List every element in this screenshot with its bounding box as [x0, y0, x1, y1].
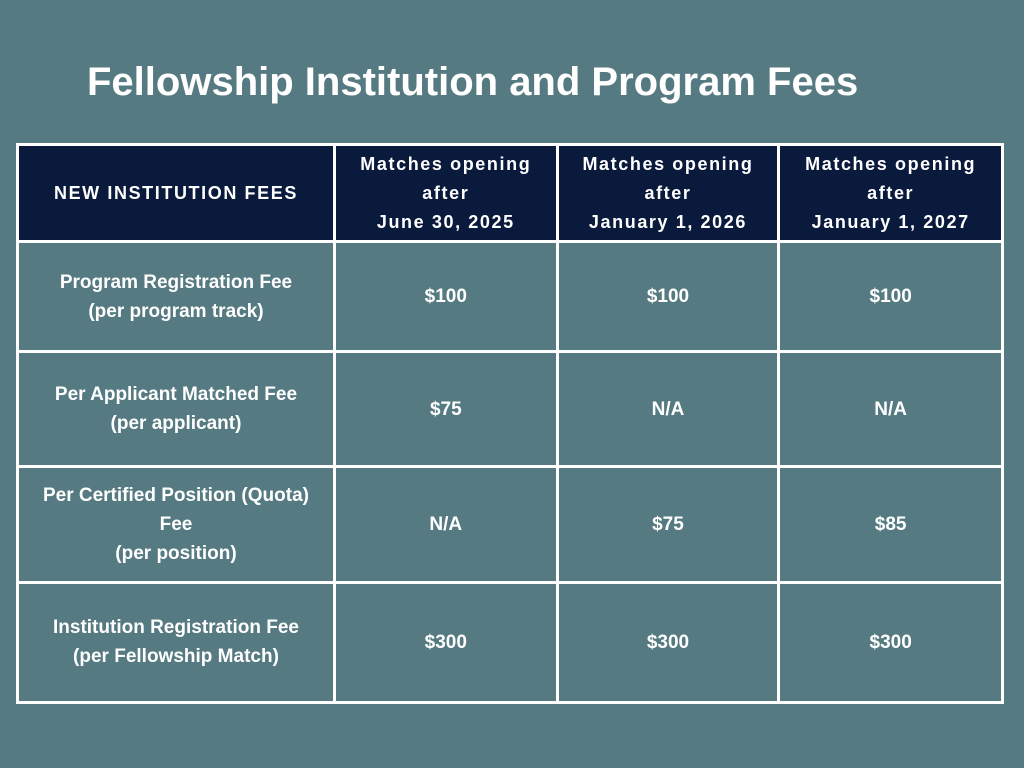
row-label-line: (per program track): [88, 300, 264, 322]
column-header-line: June 30, 2025: [376, 211, 515, 232]
row-label-line: Institution Registration Fee: [53, 617, 299, 639]
table-row-institution-registration-fee: [18, 582, 1003, 702]
table-row-per-certified-position-fee: [18, 467, 1003, 582]
row-label-line: (per applicant): [110, 413, 242, 435]
column-header-line: January 1, 2027: [811, 211, 970, 232]
fees-table: [16, 143, 1004, 704]
row-label-line: Per Applicant Matched Fee: [54, 384, 298, 406]
table-header-row: [18, 145, 1003, 242]
column-header-line: Matches opening: [360, 153, 532, 174]
row-label: [18, 582, 335, 702]
row-label-line: Program Registration Fee: [59, 271, 293, 293]
row-label: [18, 352, 335, 467]
fee-cell: N/A: [557, 352, 779, 467]
table-row-per-applicant-matched-fee: [18, 352, 1003, 467]
row-label: [18, 467, 335, 582]
fee-cell: N/A: [334, 467, 557, 582]
page-title: Fellowship Institution and Program Fees: [87, 60, 859, 104]
row-label-line: (per position): [115, 543, 237, 565]
row-label-line: Fee: [159, 514, 193, 536]
column-header-2026: [557, 145, 779, 242]
column-header-line: after: [422, 182, 470, 203]
column-header-line: after: [867, 182, 915, 203]
fee-cell: $100: [557, 242, 779, 352]
column-header-2025: [334, 145, 557, 242]
row-label: [18, 242, 335, 352]
row-label-line: Per Certified Position (Quota): [42, 485, 309, 507]
fee-cell: $100: [334, 242, 557, 352]
fee-cell: $100: [779, 242, 1003, 352]
fee-cell: $300: [779, 582, 1003, 702]
column-header-line: Matches opening: [582, 153, 754, 174]
column-header-line: after: [644, 182, 692, 203]
fee-cell: $75: [334, 352, 557, 467]
fee-cell: $75: [557, 467, 779, 582]
column-header-line: Matches opening: [805, 153, 977, 174]
fee-cell: $300: [557, 582, 779, 702]
fee-cell: $300: [334, 582, 557, 702]
fee-cell: N/A: [779, 352, 1003, 467]
column-header-line: January 1, 2026: [588, 211, 748, 232]
table-row-program-registration-fee: [18, 242, 1003, 352]
column-header-2027: [779, 145, 1003, 242]
row-label-line: (per Fellowship Match): [73, 646, 279, 668]
fee-cell: $85: [779, 467, 1003, 582]
corner-header: NEW INSTITUTION FEES: [18, 145, 335, 242]
